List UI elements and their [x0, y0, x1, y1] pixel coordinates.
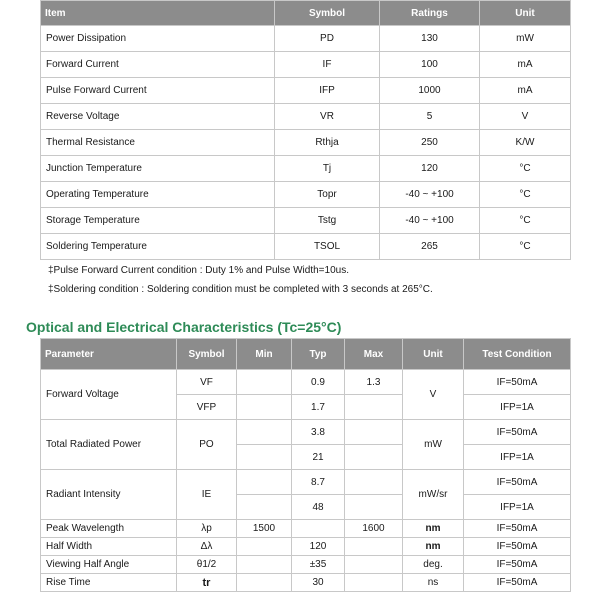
max-cell: [345, 556, 403, 574]
min-cell: [237, 370, 292, 395]
test-condition-cell: IF=50mA: [464, 470, 571, 495]
max-cell: [345, 445, 403, 470]
column-header-max: Max: [345, 339, 403, 370]
symbol-cell: θ1/2: [177, 556, 237, 574]
test-condition-cell: IF=50mA: [464, 556, 571, 574]
unit-cell: nm: [403, 538, 464, 556]
item-cell: Storage Temperature: [41, 208, 275, 234]
symbol-cell: IFP: [275, 78, 380, 104]
rating-cell: 250: [380, 130, 480, 156]
item-cell: Power Dissipation: [41, 26, 275, 52]
symbol-cell: Rthja: [275, 130, 380, 156]
item-cell: Forward Current: [41, 52, 275, 78]
symbol-cell: VF: [177, 370, 237, 395]
table-row: [41, 156, 571, 182]
table-row: [41, 26, 571, 52]
test-condition-cell: IF=50mA: [464, 370, 571, 395]
test-condition-cell: IF=50mA: [464, 420, 571, 445]
rating-cell: 120: [380, 156, 480, 182]
typ-cell: 3.8: [292, 420, 345, 445]
column-header-unit: Unit: [480, 1, 571, 26]
test-condition-cell: IFP=1A: [464, 445, 571, 470]
rating-cell: 130: [380, 26, 480, 52]
symbol-cell: λp: [177, 520, 237, 538]
max-cell: [345, 470, 403, 495]
symbol-cell: Δλ: [177, 538, 237, 556]
table-row: [41, 370, 571, 395]
table-row: [41, 78, 571, 104]
unit-cell: V: [480, 104, 571, 130]
min-cell: [237, 495, 292, 520]
typ-cell: 120: [292, 538, 345, 556]
unit-cell: K/W: [480, 130, 571, 156]
min-cell: [237, 470, 292, 495]
table-row: [41, 538, 571, 556]
parameter-cell: Radiant Intensity: [41, 470, 177, 520]
unit-cell: deg.: [403, 556, 464, 574]
parameter-cell: Viewing Half Angle: [41, 556, 177, 574]
column-header-symbol: Symbol: [177, 339, 237, 370]
column-header-min: Min: [237, 339, 292, 370]
table-header-row: [41, 1, 571, 26]
symbol-cell: Tj: [275, 156, 380, 182]
min-cell: 1500: [237, 520, 292, 538]
test-condition-cell: IF=50mA: [464, 520, 571, 538]
typ-cell: 8.7: [292, 470, 345, 495]
symbol-cell: IF: [275, 52, 380, 78]
rating-cell: 100: [380, 52, 480, 78]
table-row: [41, 520, 571, 538]
table-row: [41, 130, 571, 156]
typ-cell: 1.7: [292, 395, 345, 420]
symbol-cell: PD: [275, 26, 380, 52]
unit-cell: mW: [480, 26, 571, 52]
rating-cell: -40 ~ +100: [380, 208, 480, 234]
table-header-row: [41, 339, 571, 370]
unit-cell: mW/sr: [403, 470, 464, 520]
typ-cell: 21: [292, 445, 345, 470]
typ-cell: 0.9: [292, 370, 345, 395]
optical-electrical-table: [40, 338, 571, 592]
absolute-maximum-ratings-table: [40, 0, 571, 260]
table-row: [41, 52, 571, 78]
table-row: [41, 182, 571, 208]
symbol-cell: VFP: [177, 395, 237, 420]
min-cell: [237, 395, 292, 420]
symbol-cell: Tstg: [275, 208, 380, 234]
unit-cell: nm: [403, 520, 464, 538]
unit-cell: °C: [480, 156, 571, 182]
symbol-cell: IE: [177, 470, 237, 520]
symbol-cell: VR: [275, 104, 380, 130]
unit-cell: mA: [480, 52, 571, 78]
item-cell: Soldering Temperature: [41, 234, 275, 260]
symbol-cell: Topr: [275, 182, 380, 208]
min-cell: [237, 556, 292, 574]
typ-cell: ±35: [292, 556, 345, 574]
pulse-current-note: ‡Pulse Forward Current condition : Duty 1% and Pulse Width=10us.: [48, 265, 349, 276]
unit-cell: mA: [480, 78, 571, 104]
column-header-typ: Typ: [292, 339, 345, 370]
max-cell: [345, 420, 403, 445]
item-cell: Junction Temperature: [41, 156, 275, 182]
unit-cell: ns: [403, 574, 464, 592]
unit-cell: V: [403, 370, 464, 420]
table-row: [41, 208, 571, 234]
test-condition-cell: IFP=1A: [464, 495, 571, 520]
rating-cell: -40 ~ +100: [380, 182, 480, 208]
max-cell: [345, 395, 403, 420]
item-cell: Operating Temperature: [41, 182, 275, 208]
column-header-item: Item: [41, 1, 275, 26]
column-header-parameter: Parameter: [41, 339, 177, 370]
rating-cell: 265: [380, 234, 480, 260]
table-row: [41, 574, 571, 592]
parameter-cell: Peak Wavelength: [41, 520, 177, 538]
rating-cell: 5: [380, 104, 480, 130]
test-condition-cell: IF=50mA: [464, 538, 571, 556]
table-row: [41, 234, 571, 260]
section-title: Optical and Electrical Characteristics (Tc=25°C): [26, 319, 342, 335]
symbol-cell: TSOL: [275, 234, 380, 260]
symbol-cell: PO: [177, 420, 237, 470]
parameter-cell: Half Width: [41, 538, 177, 556]
min-cell: [237, 538, 292, 556]
column-header-test-condition: Test Condition: [464, 339, 571, 370]
test-condition-cell: IFP=1A: [464, 395, 571, 420]
unit-cell: °C: [480, 208, 571, 234]
symbol-cell: tr: [177, 574, 237, 592]
item-cell: Pulse Forward Current: [41, 78, 275, 104]
typ-cell: [292, 520, 345, 538]
soldering-note: ‡Soldering condition : Soldering condition must be completed with 3 seconds at 265°C.: [48, 284, 433, 295]
unit-cell: °C: [480, 234, 571, 260]
typ-cell: 30: [292, 574, 345, 592]
unit-cell: °C: [480, 182, 571, 208]
max-cell: 1600: [345, 520, 403, 538]
rating-cell: 1000: [380, 78, 480, 104]
max-cell: [345, 538, 403, 556]
max-cell: [345, 495, 403, 520]
parameter-cell: Rise Time: [41, 574, 177, 592]
table-row: [41, 556, 571, 574]
table-row: [41, 104, 571, 130]
typ-cell: 48: [292, 495, 345, 520]
item-cell: Reverse Voltage: [41, 104, 275, 130]
item-cell: Thermal Resistance: [41, 130, 275, 156]
unit-cell: mW: [403, 420, 464, 470]
max-cell: [345, 574, 403, 592]
max-cell: 1.3: [345, 370, 403, 395]
table-row: [41, 420, 571, 445]
test-condition-cell: IF=50mA: [464, 574, 571, 592]
column-header-unit: Unit: [403, 339, 464, 370]
min-cell: [237, 445, 292, 470]
parameter-cell: Forward Voltage: [41, 370, 177, 420]
column-header-ratings: Ratings: [380, 1, 480, 26]
column-header-symbol: Symbol: [275, 1, 380, 26]
table-row: [41, 470, 571, 495]
parameter-cell: Total Radiated Power: [41, 420, 177, 470]
min-cell: [237, 420, 292, 445]
min-cell: [237, 574, 292, 592]
